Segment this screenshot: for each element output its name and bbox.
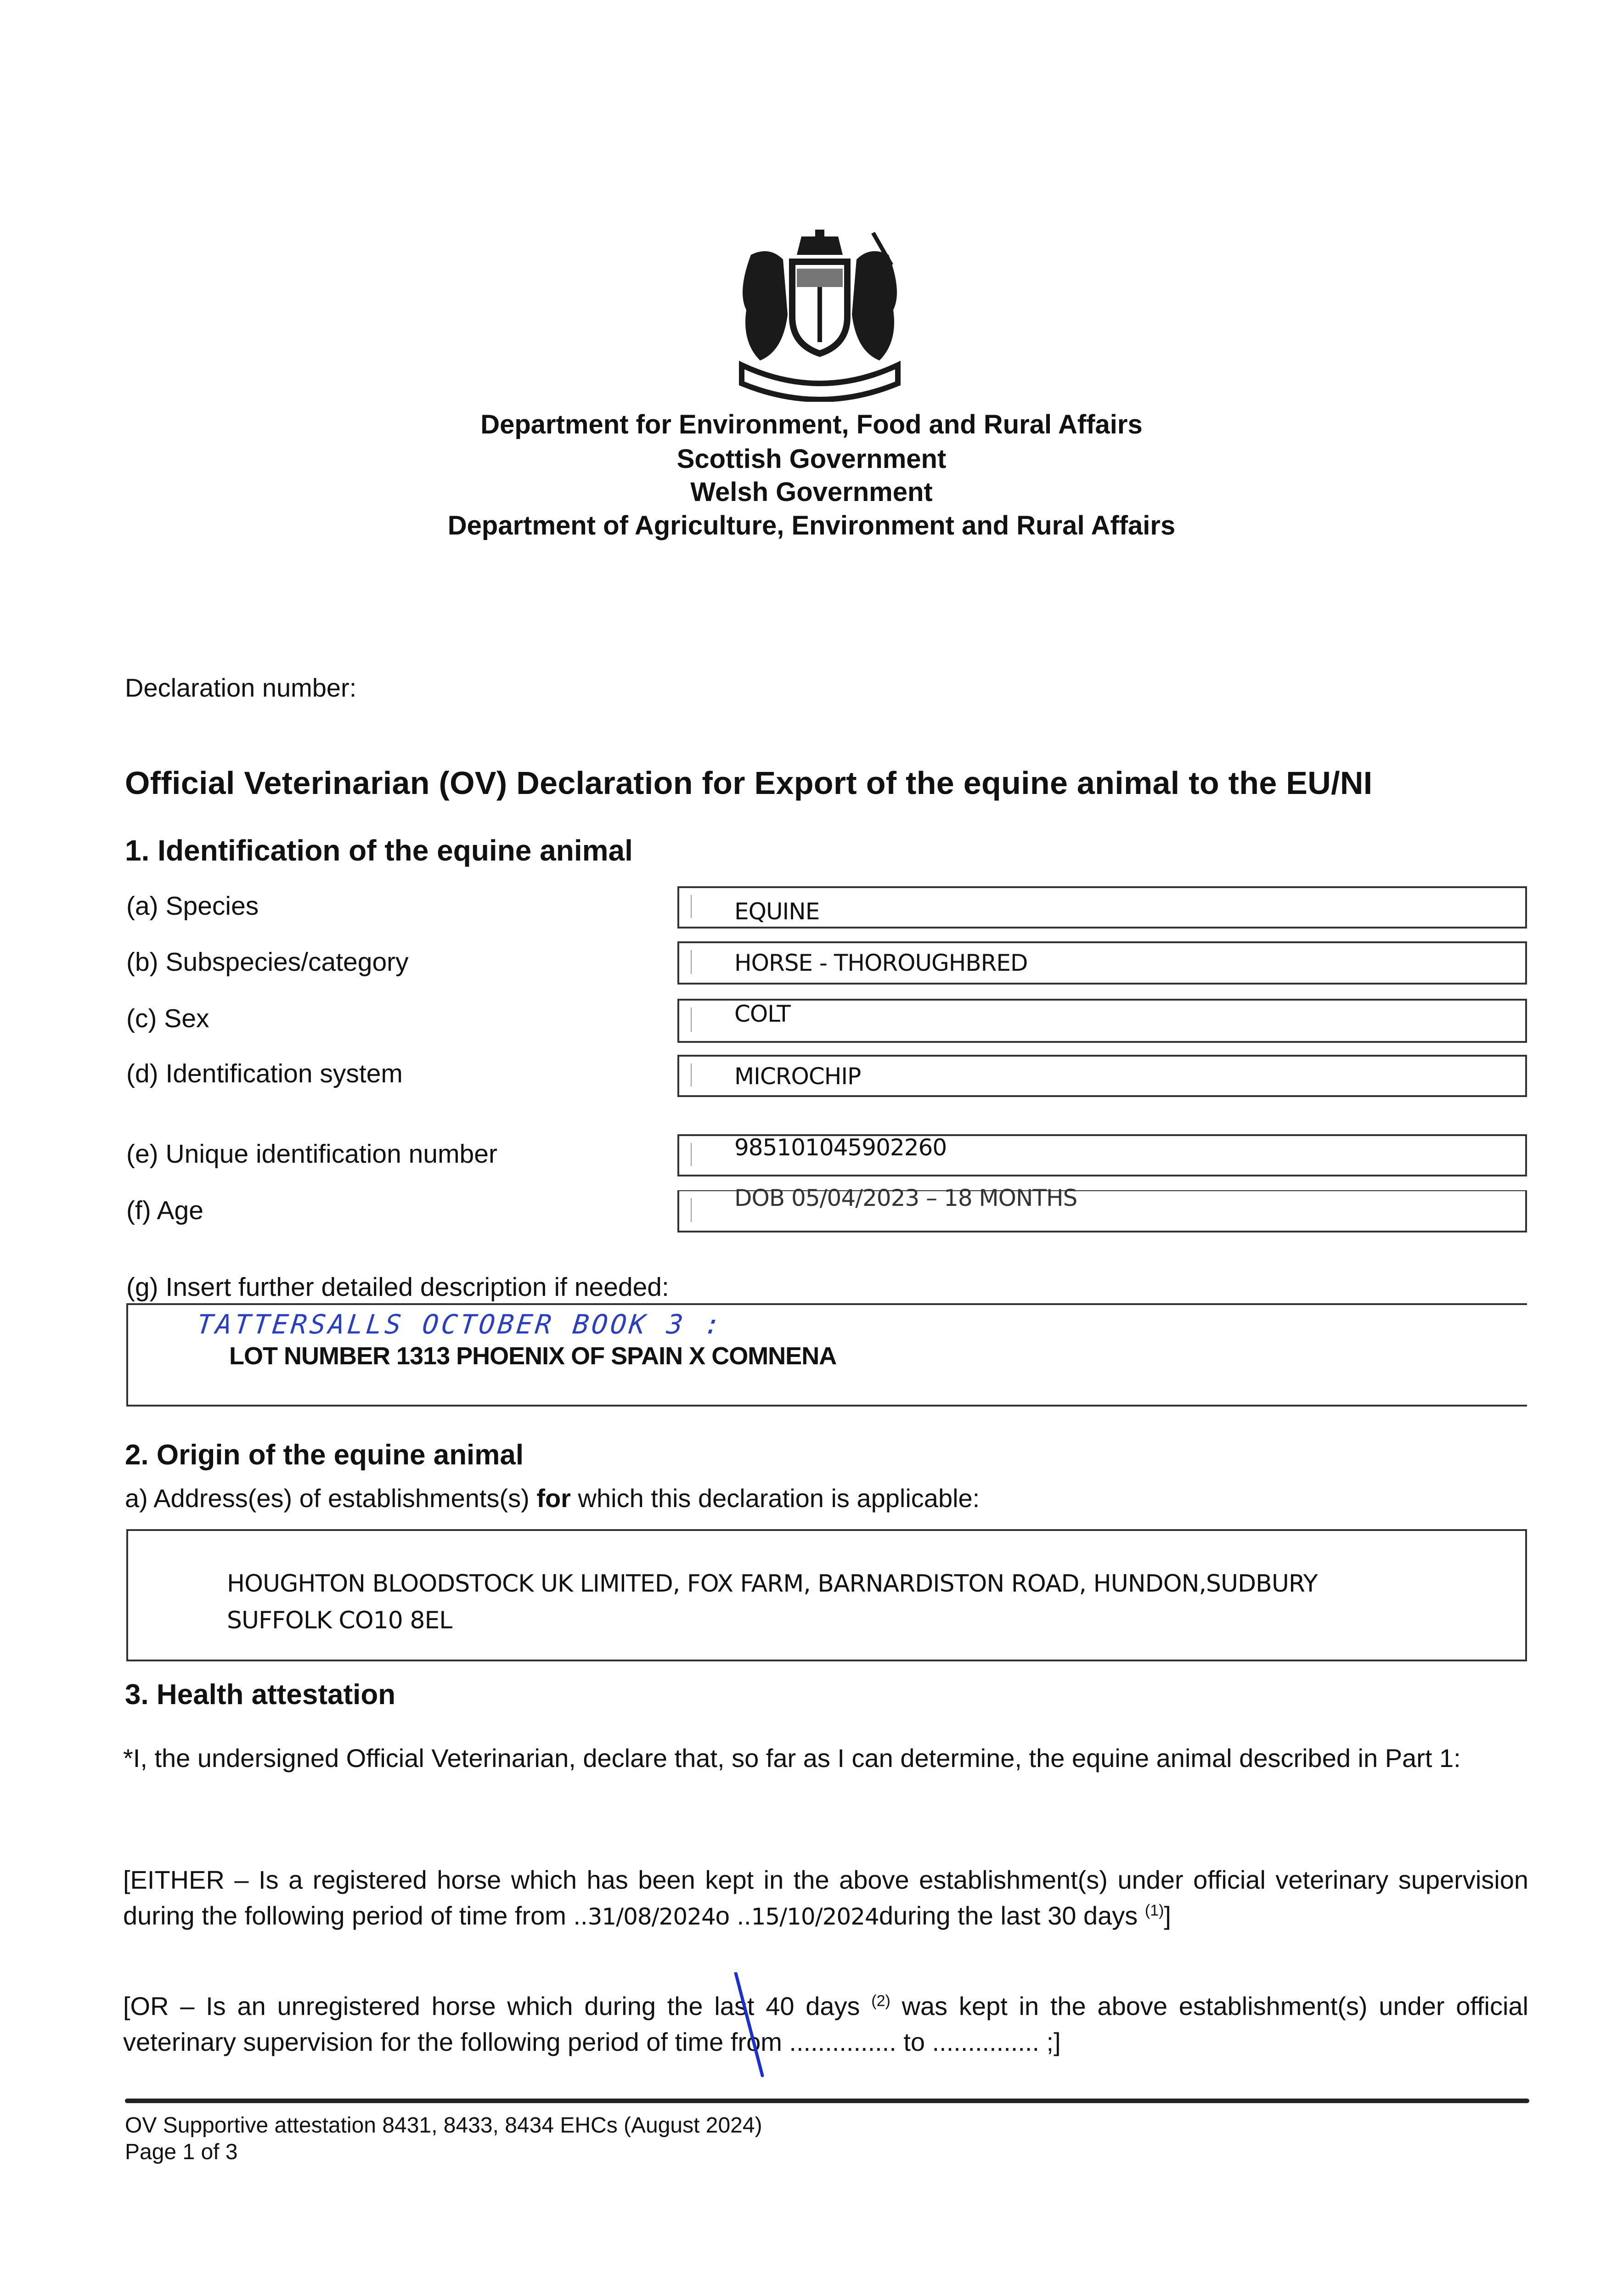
footer-divider [125, 2099, 1529, 2103]
species-value: EQUINE [734, 898, 820, 925]
section-2-heading: 2. Origin of the equine animal [125, 1439, 524, 1471]
either-clause: [EITHER – Is a registered horse which has been kept in the above establishment(s) under official veterinary supervision during the following period of time from ..31/08/2024o ..15/10/2024during the last 30 days $^{(1)}$] [123, 1865, 1528, 1930]
address-label: a) Address(es) of establishments(s) for which this declaration is applicable: [125, 1484, 980, 1513]
declaration-number-field[interactable] [354, 673, 721, 705]
royal-coat-of-arms-icon [723, 227, 916, 402]
species-field[interactable] [677, 886, 1527, 929]
either-date-to: 15/10/2024 [751, 1903, 879, 1930]
attestation-intro: *I, the undersigned Official Veterinarian, declare that, so far as I can determine, the equine animal described in Part 1: [123, 1744, 1461, 1773]
cursor-mark [691, 1143, 692, 1166]
section-3-heading: 3. Health attestation [125, 1679, 396, 1711]
subspecies-value: HORSE - THOROUGHBRED [734, 950, 1028, 976]
subspecies-label: (b) Subspecies/category [126, 947, 409, 977]
department-daera: Department of Agriculture, Environment and Rural Affairs [447, 511, 1176, 540]
identification-system-value: MICROCHIP [734, 1063, 861, 1090]
sex-label: (c) Sex [126, 1004, 209, 1033]
department-defra: Department for Environment, Food and Rural Affairs [480, 410, 1143, 439]
handwritten-annotation: TATTERSALLS OCTOBER BOOK 3 : [195, 1309, 725, 1340]
age-value: DOB 05/04/2023 – 18 MONTHS [734, 1185, 1077, 1211]
address-field[interactable] [126, 1529, 1527, 1661]
identification-system-label: (d) Identification system [126, 1059, 403, 1088]
strike-through-mark [735, 1972, 740, 2082]
cursor-mark [691, 895, 692, 918]
subspecies-field[interactable] [677, 941, 1527, 985]
cursor-mark [691, 950, 692, 974]
further-description-label: (g) Insert further detailed description if needed: [126, 1272, 669, 1302]
address-line-1: HOUGHTON BLOODSTOCK UK LIMITED, FOX FARM, BARNARDISTON ROAD, HUNDON,SUDBURY [227, 1570, 1318, 1598]
page-number: Page 1 of 3 [125, 2140, 238, 2164]
footer-reference: OV Supportive attestation 8431, 8433, 8434 EHCs (August 2024) [125, 2113, 762, 2138]
unique-id-label: (e) Unique identification number [126, 1139, 497, 1169]
unique-id-value: 985101045902260 [734, 1134, 947, 1161]
lot-description: LOT NUMBER 1313 PHOENIX OF SPAIN X COMNENA [229, 1342, 837, 1370]
unique-id-field[interactable] [677, 1134, 1527, 1176]
age-label: (f) Age [126, 1196, 203, 1225]
identification-system-field[interactable] [677, 1055, 1527, 1097]
either-date-from: 31/08/2024 [587, 1903, 716, 1930]
page-title: Official Veterinarian (OV) Declaration for Export of the equine animal to the EU/NI [125, 765, 1373, 801]
or-clause: [OR – Is an unregistered horse which during the last 40 days $^{(2)}$ was kept in the above establishment(s) under official veterinary supervision for the following period of time from ............... to ............... ;] [123, 1992, 1528, 2056]
department-scottish-government: Scottish Government [676, 444, 947, 474]
section-1-heading: 1. Identification of the equine animal [125, 834, 633, 867]
declaration-number-label: Declaration number: [125, 673, 357, 702]
sex-value: COLT [734, 1001, 790, 1027]
further-description-field[interactable] [126, 1303, 1527, 1407]
age-field[interactable] [677, 1185, 1527, 1232]
department-welsh-government: Welsh Government [690, 477, 933, 507]
species-label: (a) Species [126, 891, 259, 921]
sex-field[interactable] [677, 999, 1527, 1043]
cursor-mark [691, 1064, 692, 1086]
cursor-mark [691, 1198, 692, 1222]
address-line-2: SUFFOLK CO10 8EL [227, 1607, 452, 1634]
cursor-mark [691, 1007, 692, 1032]
